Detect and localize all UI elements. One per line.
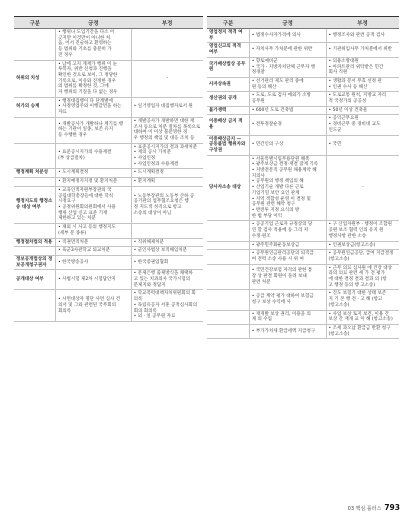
negative-line: 공기관의 업무협조요청은 행 <box>133 199 189 205</box>
header-category: 구분 <box>207 17 249 29</box>
table-row <box>207 92 399 106</box>
positive-line: • 도로, 도로 검사 예외가 소방 <box>251 93 311 99</box>
row-negative <box>326 115 399 135</box>
positive-line: • 공무원의 행정 책임의 해 <box>251 179 304 185</box>
table-row <box>14 238 203 247</box>
footer-label: 03 핵심 플러스 <box>347 506 382 512</box>
negative-line: 과의 의료 관련 세 가 전 평가 <box>328 271 385 277</box>
row-positive <box>56 238 132 247</box>
row-category: 행정계획 처분성 <box>14 169 56 178</box>
positive-line: 확인한 것으로 보이, 그 정당한 <box>58 72 118 78</box>
row-negative <box>326 57 399 77</box>
table-row <box>14 178 203 187</box>
positive-line: 정경찰 <box>251 70 265 76</box>
comparison-table-right <box>207 16 399 339</box>
positive-line: • 서울특별시립무용단원 해촉 <box>251 156 310 162</box>
row-negative <box>326 310 399 324</box>
positive-line: • 민간인의 구상 <box>251 142 284 148</box>
negative-line: 대하여 이 이상 불분명한 경 <box>133 130 188 136</box>
positive-line: • 제외 시 사고 등의 행정지도 <box>58 225 116 231</box>
positive-line: • 남에 고지 게재가 행위 이 눈 <box>58 61 118 67</box>
positive-line: 제한하고 있는 처분 <box>58 216 96 222</box>
row-negative <box>326 43 399 57</box>
negative-line: 에 대한 결정 결과 결과 의 (항 <box>328 277 387 283</box>
left-column <box>14 16 203 322</box>
positive-line: 시정요구 <box>58 199 76 205</box>
table-row <box>14 270 203 290</box>
negative-line: 적 국정가의 공공성 <box>328 99 367 105</box>
row-negative <box>131 255 203 269</box>
row-positive <box>56 97 132 117</box>
negative-line: • 구 산업자원부 · 행정이 조합원 <box>328 222 392 228</box>
positive-line: • 국민건강보험 자격의 관한 통 <box>251 268 313 274</box>
positive-line: • 600년 도로 건축법 <box>251 107 294 113</box>
row-positive <box>56 224 132 238</box>
page-number: 793 <box>384 503 400 512</box>
row-positive <box>249 29 326 43</box>
table-row <box>14 143 203 169</box>
positive-line: 자 행위의 기질을 다 없는 경우 <box>58 90 118 96</box>
positive-line: (세부 문 종류) <box>58 230 87 236</box>
header-positive: 긍정 <box>249 17 326 29</box>
positive-line: • 반전투 지정 요식의 방 <box>251 207 300 213</box>
row-negative <box>131 238 203 247</box>
row-category: 불가쟁력 <box>207 106 249 115</box>
positive-line: (부 상급절차) <box>58 156 85 162</box>
positive-line: 연 할 검사 적용에 등 그리 저 <box>251 228 309 234</box>
table-row <box>207 250 399 264</box>
row-category: 이중배상 금지 적용 <box>207 115 249 135</box>
row-positive <box>249 221 326 241</box>
negative-line: • 국민 <box>328 142 342 148</box>
table-row <box>14 117 203 143</box>
negative-line: • 도로교통 원칙, 지방교 자리 <box>328 93 387 99</box>
header-negative: 부정 <box>131 17 203 29</box>
negative-line: • 일거영업자 대집행자로서 원 <box>133 104 193 110</box>
row-category: 사자상속권 <box>207 77 249 91</box>
right-column <box>207 16 399 339</box>
negative-line: (항고소송) <box>328 331 350 337</box>
negative-line: 회의 회의록 <box>133 308 157 314</box>
row-category: 영업신고의 적격 여부 <box>207 43 249 57</box>
positive-line: 등 수행한 경우 <box>58 133 88 139</box>
table-header-row <box>207 17 399 29</box>
positive-line: 등 범위와 기초를 충분히 가 <box>58 47 112 53</box>
row-negative <box>326 29 399 43</box>
row-category: 정보공개법상의 정보공개청구권자 <box>14 255 56 269</box>
positive-line: • 국가 · 지방자치단체 근무자 행 <box>251 64 316 70</box>
table-row <box>207 106 399 115</box>
row-negative <box>131 60 203 97</box>
table-row <box>207 77 399 91</box>
row-category: 행정절차법의 적용 <box>14 238 56 247</box>
row-category <box>207 241 249 250</box>
negative-line: • 문제은행 출제방식을 채택하 <box>133 271 193 277</box>
negative-line: • 50년 이상 건축물 <box>328 107 368 113</box>
row-negative <box>131 117 203 143</box>
positive-line: • 사법시험 제2차 시험답안지 <box>58 277 116 283</box>
row-negative <box>326 221 399 241</box>
table-row <box>14 29 203 61</box>
positive-line: • 한국방송공사 <box>58 259 89 265</box>
table-row <box>207 29 399 43</box>
positive-line: 투복자, 위반 신청과 진행을 <box>58 67 112 73</box>
row-negative <box>326 135 399 155</box>
row-positive <box>56 255 132 269</box>
table-row <box>14 290 203 322</box>
negative-line: 조사 등으로 처분 절차를 목록으로 <box>133 124 201 130</box>
positive-line: • 직권면직처분 <box>58 239 89 245</box>
positive-line: • 사정영업주와 이행감면을 하는 <box>58 104 122 110</box>
negative-line: 소송의 대상이 아님 <box>133 210 172 216</box>
negative-line: • 의용소방대원 <box>328 58 359 64</box>
row-category: 허위의 치성 <box>14 60 56 97</box>
negative-line: • 직위해제처분 <box>133 239 164 245</box>
negative-line: 우 행정의 책임 및 대응 조치 등 <box>133 135 195 141</box>
positive-line: • 행정대집행이 다 단계별에 <box>58 98 113 104</box>
table-body-right <box>207 29 399 339</box>
page-footer <box>348 503 400 512</box>
row-category <box>14 117 56 143</box>
row-category: 허가의 승계 <box>14 97 56 117</box>
table-header-row <box>14 17 203 29</box>
row-positive <box>56 117 132 143</box>
negative-line: (항고소송) <box>328 302 350 308</box>
negative-line: - <box>361 185 364 191</box>
negative-line: • 공익근무요원 <box>328 116 359 122</box>
negative-line: - <box>166 75 169 81</box>
positive-line: • 사면대상자 명단 사면 심사 건 <box>58 297 121 303</box>
table-row <box>207 221 399 241</box>
table-row <box>207 264 399 290</box>
negative-line: • 환지계획 <box>133 179 156 185</box>
positive-line: • 육군3사관학교 퇴교처분 <box>58 248 110 254</box>
row-negative <box>326 155 399 221</box>
positive-line: • 환지예정지지정 및 환지처분 <box>58 179 118 185</box>
row-positive <box>56 60 132 97</box>
negative-line: • 인권 수사 등 해산 <box>328 84 368 90</box>
table-row <box>14 97 203 117</box>
negative-line: 고 있는 치과의사 국가시험의 <box>133 277 191 283</box>
negative-line: • 개발공사가 개발하면 대한 재 <box>133 118 195 124</box>
row-positive <box>249 250 326 264</box>
table-row <box>14 60 203 97</box>
positive-line: • 법정수사자가격에 의사 <box>251 32 301 38</box>
positive-line: 공무원 관련 해약 청구 <box>251 202 296 208</box>
positive-line: • 산업기술 개발 다른 근로 <box>251 185 304 191</box>
row-category: 국가배상법상 공무원 <box>207 57 249 77</box>
negative-line: • 기관위임사무 가처분에서 위반 <box>328 47 392 53</box>
row-positive <box>249 43 326 57</box>
positive-line: 기업기밀 보안 요인 관계 <box>251 190 300 196</box>
negative-line: • 사업 보상 토지 보건, 이용 간 <box>328 311 390 317</box>
negative-line: • 경비근무 중 경비대 교도 <box>328 122 381 128</box>
positive-line: 지의사 <box>251 173 265 179</box>
row-category: 생산권의 공개 <box>207 92 249 106</box>
table-row <box>14 169 203 178</box>
positive-line: 자료 <box>58 110 67 116</box>
positive-line: • 지역 적합성 운영 이 결정 및 <box>251 196 311 202</box>
positive-line: • 공급 계약 평가 대하여 보험금 <box>251 294 314 300</box>
positive-line: • 교육인적자원부장관의 국 <box>58 187 112 193</box>
row-positive <box>249 106 326 115</box>
positive-line: 행위 산업 신고 표준 기재 <box>58 210 108 216</box>
row-negative <box>326 290 399 310</box>
row-category <box>14 178 56 187</box>
negative-line: • 재의 공시 가치분 <box>133 150 172 156</box>
positive-line: 기록으로, 이유와 진정한 경우 <box>58 78 116 84</box>
table-row <box>14 247 203 256</box>
positive-line: • 공공기업 근로자 규정상의 당 <box>251 222 313 228</box>
row-negative <box>326 324 399 338</box>
positive-line: • 재개발 보상 권리, 이용을 의 <box>251 311 311 317</box>
header-negative: 부정 <box>326 17 399 29</box>
positive-line: • 광주보상금 결정·재결 잠재 기록 <box>251 162 319 168</box>
row-positive <box>56 186 132 223</box>
negative-line: • 도시계획결정 <box>133 170 164 176</box>
row-positive <box>249 241 326 250</box>
row-negative <box>326 241 399 250</box>
row-positive <box>249 135 326 155</box>
positive-line: • 개발공사가 개발하나 계기를 행 <box>58 121 123 127</box>
table-row <box>207 324 399 338</box>
row-category: 당사자소송 대상 <box>207 155 249 221</box>
negative-line: • 조세 과오납 환급금 반환 청구 <box>328 325 391 331</box>
negative-line: 고 행정 등의 행 고소송) <box>328 282 376 288</box>
positive-line: 회의록 <box>58 308 72 314</box>
row-negative <box>326 106 399 115</box>
row-positive <box>56 290 132 322</box>
comparison-table-left <box>14 16 203 322</box>
positive-line: • 도시계획결정 <box>58 170 89 176</box>
row-negative <box>131 290 203 322</box>
row-positive <box>56 178 132 187</box>
table-row <box>207 290 399 310</box>
table-body-left <box>14 29 203 322</box>
positive-line: 의서 및 그와 관련된 국무회의 <box>58 302 116 308</box>
negative-line: • 학교폭력대책자치위원회의 회 <box>133 291 196 297</box>
row-negative <box>131 270 203 290</box>
row-category <box>14 224 56 238</box>
positive-line: 공무원 <box>251 99 265 105</box>
row-category <box>207 221 249 241</box>
positive-line: 수정·원조 <box>251 233 271 239</box>
row-category <box>14 143 56 169</box>
table-row <box>14 224 203 238</box>
negative-line: • 공무원연금공단, 급여 지급결정 <box>328 251 394 257</box>
row-negative <box>326 92 399 106</box>
negative-line: 정 지도적 성격으로 항고 <box>133 204 182 210</box>
row-positive <box>56 29 132 61</box>
negative-line: • 표준공시지가의 결과 과세처분 <box>133 144 198 150</box>
negative-line: • 독립유공자 서훈 공적심사회의 <box>133 302 198 308</box>
row-negative <box>131 97 203 117</box>
positive-line: 장 상 판결 회원이 돌려 보내 <box>251 274 307 280</box>
positive-line: • 공정위원회의원회에서 사용 <box>58 204 116 210</box>
negative-line: 의록 <box>133 297 143 303</box>
negative-line: (항고소송) <box>328 256 350 262</box>
row-positive <box>56 143 132 169</box>
positive-line: • 향토예비군 <box>251 58 278 64</box>
row-negative <box>131 247 203 256</box>
row-positive <box>56 270 132 290</box>
positive-line: 진 경우 <box>58 52 73 58</box>
negative-line: • 노동부장관의 노동부 산하 공 <box>133 193 195 199</box>
table-row <box>207 43 399 57</box>
header-category: 구분 <box>14 17 56 29</box>
header-positive: 긍정 <box>56 17 132 29</box>
row-positive <box>249 77 326 91</box>
table-row <box>207 135 399 155</box>
row-negative <box>326 77 399 91</box>
positive-line: • 선거관리 제도 관리 중에 <box>251 78 304 84</box>
row-category: 행정지도의 행정소송 대상 여부 <box>14 186 56 223</box>
row-category: 이중배상금지 — 공동불법 행위자와 구상권 <box>207 135 249 155</box>
row-positive <box>56 247 132 256</box>
row-category: 영업정지 적격 여부 <box>207 29 249 43</box>
row-positive <box>249 310 326 324</box>
table-row <box>14 255 203 269</box>
negative-line: • 사업인정 <box>133 156 156 162</box>
row-negative <box>326 250 399 264</box>
row-positive <box>249 264 326 290</box>
row-negative <box>131 143 203 169</box>
positive-line: 제 의 수립 <box>251 317 272 323</box>
positive-line: • 표준공시지가의 수용재결 <box>58 150 112 156</box>
table-row <box>207 115 399 135</box>
positive-line: 하는 기관이 일종, 보존 유지 <box>58 127 114 133</box>
positive-line: 청구 보상 수익에 사 <box>251 299 291 305</box>
table-row <box>207 57 399 77</box>
negative-line: • 인권보상금(항고소송) <box>328 242 376 248</box>
row-positive <box>249 57 326 77</box>
negative-line: • 군인사법상 보직해임처분 <box>133 248 188 254</box>
row-negative <box>326 264 399 290</box>
row-category <box>207 290 249 310</box>
row-category <box>14 290 56 322</box>
positive-line: 긋지만 이것만이 아니한 처 <box>58 35 111 41</box>
table-row <box>207 241 399 250</box>
row-positive <box>249 324 326 338</box>
positive-line: • 공무원연금관리공단의 퇴직급 <box>251 251 314 257</box>
negative-line: 문제지와 정답지 <box>133 282 166 288</box>
positive-line: • 지방전문직 공무원 채용계약 해 <box>251 168 317 174</box>
row-category <box>207 324 249 338</box>
negative-line: • 근무 의료 심사원 에 건강 대상 <box>328 265 392 271</box>
row-positive <box>249 115 326 135</box>
row-category <box>207 264 249 290</box>
row-negative <box>131 224 203 238</box>
positive-line: • 자치사무 가처분에 관한 위반 <box>251 47 313 53</box>
positive-line: 관련 처분 <box>251 279 271 285</box>
negative-line: 회사 직원 <box>328 70 348 76</box>
negative-line: • 아파트관리 위탁받은 민간 <box>328 64 384 70</box>
negative-line: • 생활과 문서 무효 선정 관 <box>328 78 382 84</box>
negative-line: 지 기 본 행 전 · 고 해 (항고 <box>328 297 383 303</box>
row-category <box>14 29 56 61</box>
positive-line: • 전투경찰순경 <box>251 122 282 128</box>
row-category <box>207 250 249 264</box>
row-category <box>14 247 56 256</box>
positive-line: 여 전력 소송 사용 시 위 여 <box>251 256 304 262</box>
negative-line: • 외 · 일 공무원 자료 <box>133 314 176 320</box>
negative-line: • 진도 보험기 대한 상태 보존 <box>328 291 387 297</box>
row-category <box>207 310 249 324</box>
positive-line: 의 범위를 확정한 것, 그에 <box>58 84 109 90</box>
positive-line: 한 법 부당 이익 <box>251 213 283 219</box>
negative-line: • 한국증권업협회 <box>133 259 169 265</box>
row-positive <box>249 290 326 310</box>
row-negative <box>131 186 203 223</box>
row-positive <box>249 155 326 221</box>
row-positive <box>56 169 132 178</box>
positive-line: 원 등의 해산 <box>251 84 277 90</box>
table-row <box>14 186 203 223</box>
table-row <box>207 155 399 221</box>
negative-line: • 행정조사와 관련 공적 검사 <box>328 32 385 38</box>
negative-line: 인도군 <box>328 127 342 133</box>
negative-line: 공원 보조 협력 인의 유지 원 <box>328 228 384 234</box>
row-category: 공개대상 여부 <box>14 270 56 290</box>
positive-line: 음, 어서 진술하고 환영하는 <box>58 41 112 47</box>
positive-line: • 부가가치세 환급세액 지급청구 <box>251 328 316 334</box>
negative-line: 보상 간 재개 교 이 해 (항고소송) <box>328 317 393 323</box>
row-negative <box>131 169 203 178</box>
positive-line: • 광주민주화운동보상금 <box>251 242 300 248</box>
negative-line: 행정사항 관한 소송 <box>328 233 367 239</box>
positive-line: 공립대학총장들에 대한 학칙 <box>58 193 114 199</box>
row-negative <box>131 29 203 61</box>
row-positive <box>249 92 326 106</box>
positive-line: • 행위나 도입기간을 다소 어 <box>58 30 115 35</box>
row-negative <box>131 178 203 187</box>
negative-line: • 사업인정과 수용재결 <box>133 161 179 167</box>
table-row <box>207 310 399 324</box>
